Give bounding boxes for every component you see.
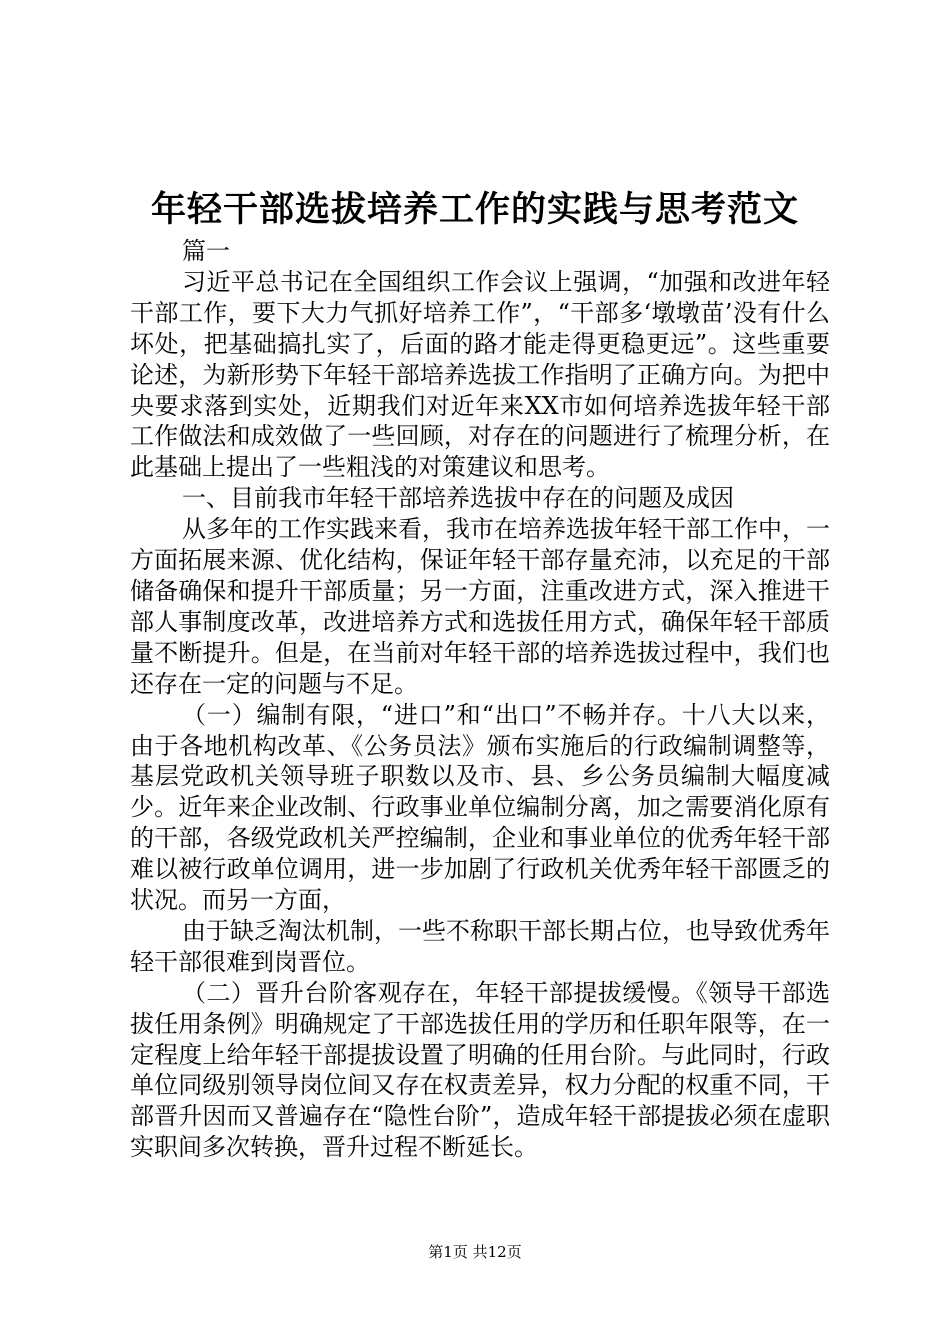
body-paragraph: 从多年的工作实践来看，我市在培养选拔年轻干部工作中，一方面拓展来源、优化结构，保证年轻干部存量充沛，以充足的干部储备确保和提升干部质量；另一方面，注重改进方式，深入推进干部人事制度改革，改进培养方式和选拔任用方式，确保年轻干部质量不断提升。但是，在当前对年轻干部的培养选拔过程中，我们也还存在一定的问题与不足。 [130,515,830,698]
page-number: 第1页 共12页 [428,1243,522,1261]
section-label: 篇一 [182,237,230,265]
intro-paragraph: 习近平总书记在全国组织工作会议上强调，“加强和改进年轻干部工作，要下大力气抓好培养工作”，“干部多‘墩墩苗’没有什么坏处，把基础搞扎实了，后面的路才能走得更稳更远”。这些重要论述，为新形势下年轻干部培养选拔工作指明了正确方向。为把中央要求落到实处，近期我们对近年来XX市如何培养选拔年轻干部工作做法和成效做了一些回顾，对存在的问题进行了梳理分析，在此基础上提出了一些粗浅的对策建议和思考。 [130,267,830,482]
document-title: 年轻干部选拔培养工作的实践与思考范文 [150,189,799,230]
document-body [130,236,830,1163]
body-paragraph: （二）晋升台阶客观存在，年轻干部提拔缓慢。《领导干部选拔任用条例》明确规定了干部选拔任用的学历和任职年限等，在一定程度上给年轻干部提拔设置了明确的任用台阶。与此同时，行政单位同级别领导岗位间又存在权责差异，权力分配的权重不同，干部晋升因而又普遍存在“隐性台阶”，造成年轻干部提拔必须在虚职实职间多次转换，晋升过程不断延长。 [130,978,830,1162]
body-paragraph: （一）编制有限，“进口”和“出口”不畅并存。十八大以来，由于各地机构改革、《公务员法》颁布实施后的行政编制调整等，基层党政机关领导班子职数以及市、县、乡公务员编制大幅度减少。近年来企业改制、行政事业单位编制分离，加之需要消化原有的干部，各级党政机关严控编制，企业和事业单位的优秀年轻干部难以被行政单位调用，进一步加剧了行政机关优秀年轻干部匮乏的状况。而另一方面， [130,700,830,915]
section-heading: 一、目前我市年轻干部培养选拔中存在的问题及成因 [182,484,734,513]
body-paragraph: 由于缺乏淘汰机制，一些不称职干部长期占位，也导致优秀年轻干部很难到岗晋位。 [130,916,830,976]
